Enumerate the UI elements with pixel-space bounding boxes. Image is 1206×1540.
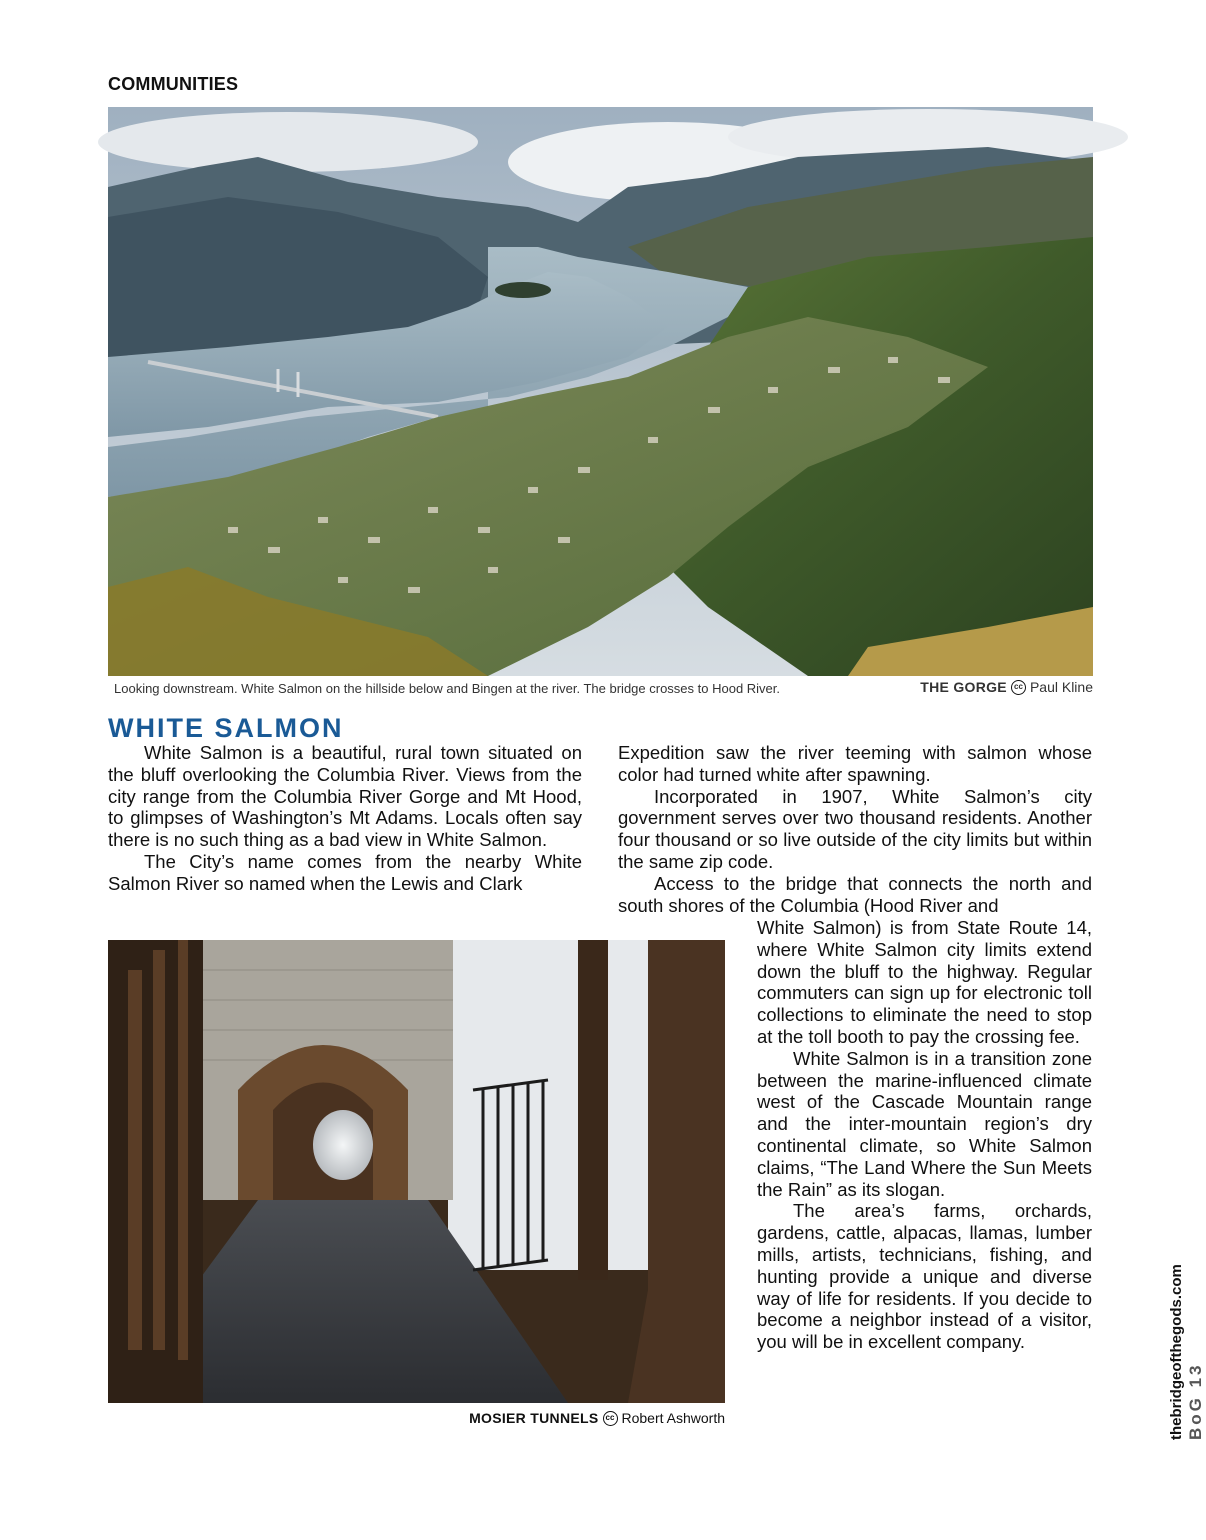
section-label: COMMUNITIES	[108, 74, 239, 94]
tunnel-photo-caption	[108, 1410, 725, 1430]
page-footer	[1168, 1264, 1206, 1440]
cc-icon: cc	[1011, 680, 1026, 695]
paragraph: Expedition saw the river teeming with salmon whose color had turned white after spawning.	[618, 742, 1092, 785]
paragraph: Access to the bridge that connects the north and south shores of the Columbia (Hood River and	[618, 872, 1092, 916]
article-title: WHITE SALMON	[108, 713, 344, 743]
paragraph: The area’s farms, orchards, gardens, cattle, alpacas, llamas, lumber mills, artists, technicians, fishing, and hunting provide a unique and diverse way of life for residents. If you decide to become a neighbor instead of a visitor, you will be in excellent company.	[757, 1200, 1092, 1353]
photo-credit	[469, 1410, 725, 1426]
article-column-right-top	[618, 742, 1092, 916]
main-photo-caption	[108, 679, 1093, 699]
tunnel-photo	[108, 940, 725, 1403]
article-column-right-bottom	[757, 917, 1092, 1353]
paragraph: Incorporated in 1907, White Salmon’s city government serves over two thousand residents. Another four thousand or so live outside of the city limits but within the same zip code.	[618, 785, 1092, 872]
paragraph: White Salmon is in a transition zone between the marine-influenced climate west of the Cascade Mountain range and the inter-mountain region’s dry continental climate, so White Salmon claims, “The Land Where the Sun Meets the Rain” as its slogan.	[757, 1047, 1092, 1200]
paragraph: White Salmon) is from State Route 14, where White Salmon city limits extend down the bluff to the highway. Regular commuters can sign up for electronic toll collections to eliminate the need to stop at the toll booth to pay the crossing fee.	[757, 917, 1092, 1047]
article-column-left	[108, 742, 582, 895]
page-number: BoG 13	[1186, 1362, 1205, 1440]
cc-icon: cc	[603, 1411, 618, 1426]
paragraph: White Salmon is a beautiful, rural town situated on the bluff overlooking the Columbia River. Views from the city range from the Columbia River Gorge and Mt Hood, to glimpses of Washington’s Mt Adams. Locals often say there is no such thing as a bad view in White Salmon.	[108, 742, 582, 851]
credit-author: Robert Ashworth	[621, 1410, 725, 1426]
photo-credit	[920, 679, 1093, 695]
credit-author: Paul Kline	[1029, 679, 1093, 695]
footer-url: thebridgeofthegods.com	[1168, 1264, 1185, 1440]
caption-text: Looking downstream. White Salmon on the hillside below and Bingen at the river. The bridge crosses to Hood River.	[114, 681, 781, 696]
paragraph: The City’s name comes from the nearby White Salmon River so named when the Lewis and Clark	[108, 850, 582, 894]
credit-label: MOSIER TUNNELS	[469, 1410, 599, 1426]
main-photo	[108, 107, 1093, 676]
credit-label: THE GORGE	[920, 679, 1007, 695]
